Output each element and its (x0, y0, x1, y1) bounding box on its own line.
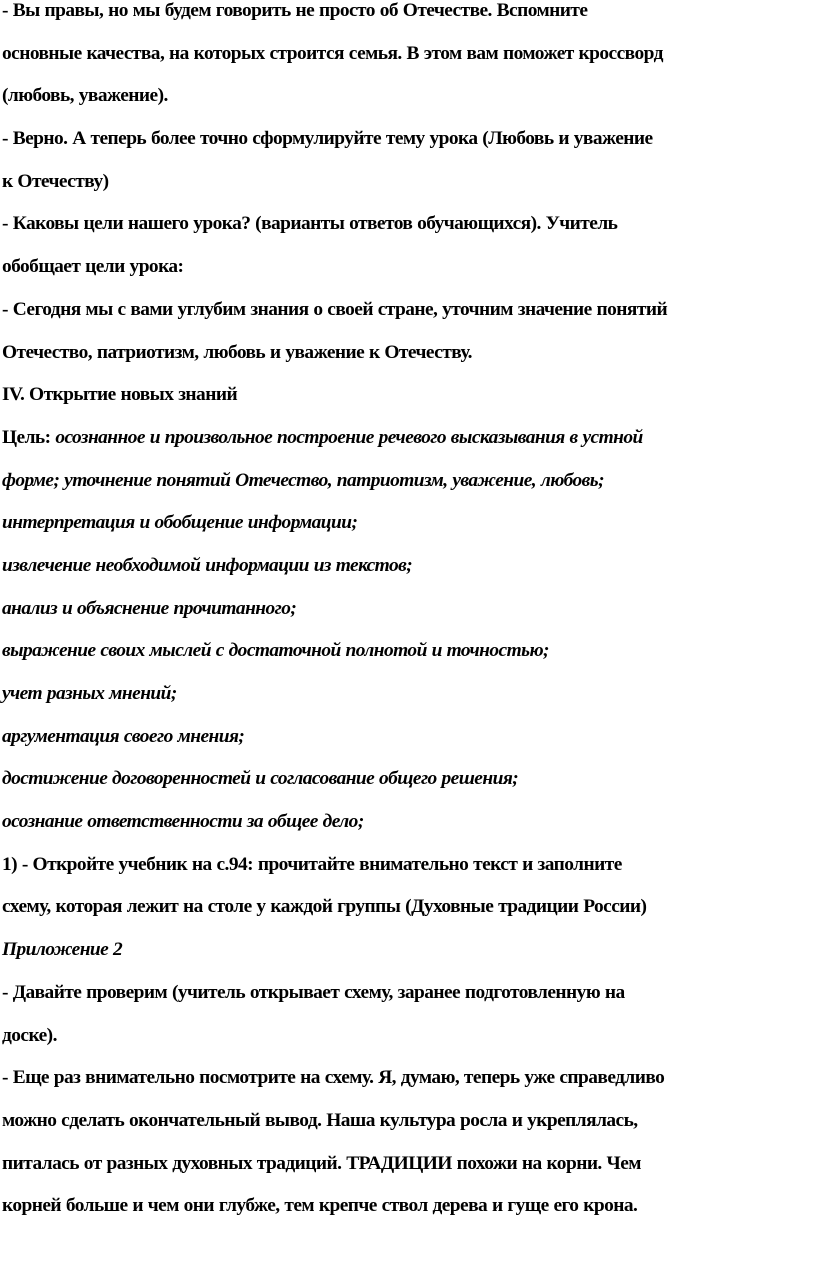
goal-text: осознанное и произвольное построение речевого высказывания в устной (55, 426, 643, 448)
goal-text: извлечение необходимой информации из текстов; (2, 554, 413, 576)
goal-text: анализ и объяснение прочитанного; (2, 597, 297, 619)
task-line: схему, которая лежит на столе у каждой группы (Духовные традиции России) (2, 896, 647, 918)
goal-text: аргументация своего мнения; (2, 725, 245, 747)
text-line: питалась от разных духовных традиций. ТРАДИЦИИ похожи на корни. Чем (2, 1152, 641, 1174)
task-line: 1) - Откройте учебник на с.94: прочитайте внимательно текст и заполните (2, 853, 622, 875)
text-line: доске). (2, 1024, 57, 1046)
text-line: корней больше и чем они глубже, тем крепче ствол дерева и гуще его крона. (2, 1195, 638, 1217)
goal-text: учет разных мнений; (2, 683, 177, 704)
goal-text: достижение договоренностей и согласование общего решения; (2, 768, 519, 790)
text-line: обобщает цели урока: (2, 256, 184, 278)
text-line: - Верно. А теперь более точно сформулируйте тему урока (Любовь и уважение (2, 128, 653, 150)
text-line: к Отечеству) (2, 170, 109, 192)
text-line: - Еще раз внимательно посмотрите на схему. Я, думаю, теперь уже справедливо (2, 1067, 665, 1089)
goal-text: выражение своих мыслей с достаточной полнотой и точностью; (2, 640, 549, 662)
text-line: - Вы правы, но мы будем говорить не просто об Отечестве. Вспомните (2, 0, 588, 21)
goal-text: интерпретация и обобщение информации; (2, 512, 358, 534)
text-line: можно сделать окончательный вывод. Наша культура росла и укреплялась, (2, 1109, 638, 1131)
text-line: Отечество, патриотизм, любовь и уважение к Отечеству. (2, 341, 472, 363)
goal-line (2, 417, 810, 460)
section-heading: IV. Открытие новых знаний (2, 384, 238, 406)
text-line: - Сегодня мы с вами углубим знания о своей стране, уточним значение понятий (2, 298, 668, 320)
text-line: - Каковы цели нашего урока? (варианты ответов обучающихся). Учитель (2, 213, 618, 235)
goal-text: осознание ответственности за общее дело; (2, 811, 364, 833)
text-line: (любовь, уважение). (2, 85, 168, 107)
goal-label: Цель: (2, 426, 56, 448)
appendix-label: Приложение 2 (2, 939, 123, 961)
goal-text: форме; уточнение понятий Отечество, патриотизм, уважение, любовь; (2, 469, 604, 491)
text-line: основные качества, на которых строится семья. В этом вам поможет кроссворд (2, 42, 663, 64)
text-line: - Давайте проверим (учитель открывает схему, заранее подготовленную на (2, 981, 625, 1003)
